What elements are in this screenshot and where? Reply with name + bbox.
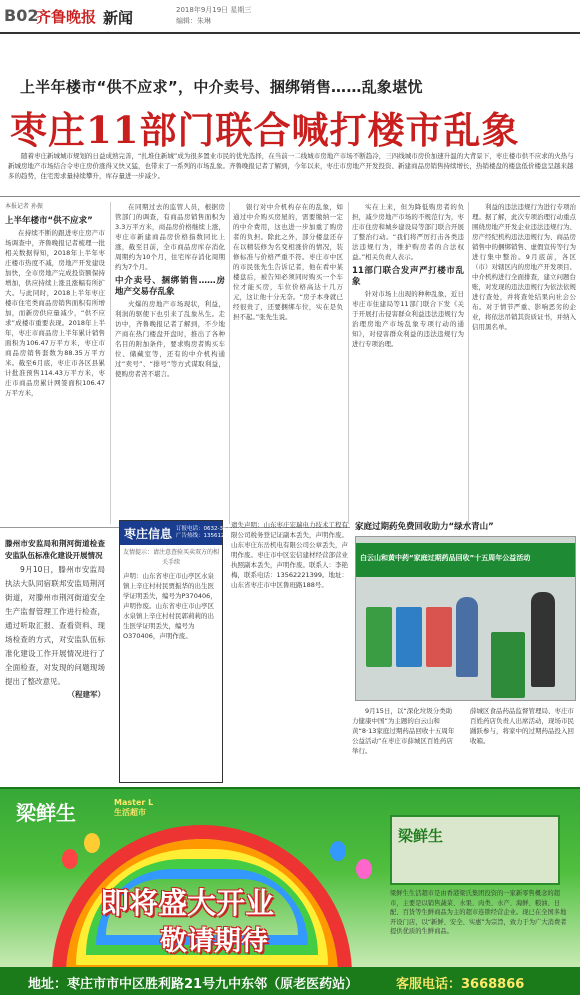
classified-tip: 友情提示：请注意查验买卖双方的相关手续 — [123, 549, 220, 566]
article-lead: 随着枣庄新城城市规划的日益成熟完善，“扎堆住新城”成为很多置业市民的优先选择，在当前一二线城市房地产市场不断趋冷，三四线城市房价加速升温的大背景下，枣庄楼市供不应求的火热与新城房地产市场结合令枣庄房价涨得又快又猛，也带来了一系列的市场乱象。齐鲁晚报记者了解到，今年以来，枣庄市房地产开发投资、新建商品房销售持续增长，热销楼盘的楼盘低价楼盘呈越来越多的趋势，住宅需求量持续攀升，库存量进一步减少。 — [8, 152, 574, 180]
newspaper-logo: 齐鲁晚报 — [36, 8, 97, 26]
ad-slogan-primary: 即将盛大开业 — [100, 886, 275, 920]
page-number: B02 — [4, 6, 39, 25]
column-divider — [110, 202, 111, 524]
paragraph: 针对市场上出现的种种乱象，近日枣庄市住建局等11部门联合下发《关于开展打击侵害群众利益违法违规行为治理房地产市场乱象专项行动的通知》，对侵害群众利益的违法违规行为进行专项治理。 — [352, 290, 464, 348]
editor: 编辑：朱琳 — [176, 17, 211, 25]
section-heading: 11部门联合发声严打楼市乱象 — [352, 266, 464, 287]
photo-story-title: 家庭过期药免费回收助力“绿水青山” — [355, 522, 494, 532]
masthead — [0, 0, 580, 34]
paragraph: 火爆的房地产市场现状，利益，利润的驱使下也引来了乱象丛生。走访中，齐鲁晚报记者了解到，不少地产商在热门楼盘开盘时，推出了各种名目的附加条件，要求购房者购买车位、储藏室等，还有的中介机构通过“卖号”、“排号”等方式谋取利益，使购房者苦不堪言。 — [115, 300, 225, 378]
storefront-photo — [390, 815, 560, 885]
article-column-2 — [115, 202, 225, 524]
photo-caption: 9月15日，以“深化垃圾分类助力健康中国”为主题的白云山和黄“8·13家庭过期药品回收十五周年公益活动”在枣庄市薛城区百姓药店举行。 — [352, 707, 455, 755]
photo-caption-continued: 薛城区食品药品监督管理局、枣庄市百姓药店负责人出席活动，现场市民踊跃参与，将家中的过期药品投入回收箱。 — [470, 707, 574, 745]
event-photo — [355, 536, 576, 701]
store-address: 地址：枣庄市市中区胜利路21号九中东邻（原老医药站） — [28, 977, 359, 992]
recycle-bin — [491, 632, 525, 698]
article-headline: 枣庄11部门联合喊打楼市乱象 — [10, 108, 520, 152]
classified-title: 枣庄信息 — [124, 526, 173, 541]
ad-slogan-secondary: 敬请期待 — [160, 926, 268, 957]
column-divider — [229, 202, 230, 524]
issue-meta — [176, 5, 251, 27]
banner-text: 白云山和黄中药“家庭过期药品回收”十五周年公益活动 — [360, 554, 531, 562]
classified-body — [120, 545, 222, 644]
store-advertisement — [0, 787, 580, 995]
column-divider — [468, 202, 469, 524]
person — [531, 592, 555, 687]
balloon-icon — [330, 841, 346, 861]
balloon-icon — [62, 849, 78, 869]
divider — [0, 196, 580, 197]
brand-english: Master L — [114, 798, 154, 807]
notices-body: 遗失声明：山东枣庄宏瑞电力技术工程有限公司税务登记证副本丢失，声明作废。山东枣庄东岳机电有限公司公章丢失，声明作废。枣庄市中区宏信建材经营部营业执照副本丢失，声明作废。联系人：李艳梅，联系电话：13562221399。地址：山东省枣庄市中区鲁班路188号。 — [231, 521, 348, 589]
section-label: 新闻 — [103, 9, 134, 27]
address-bar — [0, 967, 580, 995]
ad-phone: 广告热线：13561224309 — [176, 533, 243, 539]
section-heading: 中介卖号、捆绑销售……房地产交易存乱象 — [115, 276, 225, 297]
paragraph: 利益的违法违规行为进行专项治理。据了解，此次专项治理行动重点围绕房地产开发企业违法违规行为、房产经纪机构违法违规行为、商品房销售中的捆绑销售、虚假宣传等行为进行集中整治。9月底前，各区（市）对辖区内的房地产开发项目、中介机构进行全面排查，建立问题台账，对发现的违法违规行为依法依规进行查处，并将查处结果向社会公布。对于情节严重、影响恶劣的企业，将依法吊销其资质证书，并纳入信用黑名单。 — [472, 203, 576, 331]
paragraph: 在同期过去的监管人员，根据房管部门的调查，有商品房销售面积为3.3万平方米，商品房价格继续上涨，枣庄市新建商品房价格指数同比上涨，截至目前，全市商品房库存消化周期约为10个月，住宅库存消化周期约为7个月。 — [115, 203, 225, 271]
paragraph: 实在上来，但为降低购房者的负担，减少房地产市场的不规范行为，枣庄市住房和城乡建设局等部门联合开展了整治行动。“我们将严厉打击各类违法违规行为，维护购房者的合法权益。”相关负责人表示。 — [352, 203, 464, 261]
section-heading: 上半年楼市“供不应求” — [5, 216, 93, 226]
brand-type: 生活超市 — [114, 808, 146, 817]
person — [456, 597, 478, 677]
store-sign: 梁鲜生 — [398, 827, 444, 845]
service-phone: 客服电话：3668866 — [396, 977, 525, 992]
store-description: 梁鲜生生活超市是由香港梁氏集团投资的一家新零售概念的超市，主要是以销售蔬菜、水果、肉类、水产、海鲜、粮油、日配、百货等生鲜商品为主的超市连锁经营企业。现已在全国多地开设门店，以“新鲜、安全、实惠”为宗旨，致力于为广大消费者提供优质的生鲜商品。 — [390, 890, 567, 935]
brief-signature: （程建军） — [67, 690, 105, 699]
article-column-4 — [352, 202, 464, 524]
recycle-bin — [396, 607, 422, 667]
recycle-bin — [426, 607, 452, 667]
issue-date: 2018年9月19日 星期三 — [176, 6, 252, 14]
article-subhead: 上半年楼市“供不应求”，中介卖号、捆绑销售……乱象堪忧 — [20, 78, 423, 96]
news-brief — [5, 534, 105, 780]
paragraph: 在持续不断的跟进枣庄房产市场调查中，齐鲁晚报记者梳理一批相关数据得知，2018年上半年枣庄楼市热度不减，房地产开发建设加快，全市房地产完成投资额保持增加，供应持续上涨且涨幅有所扩大。与此同时，2018上半年枣庄楼市住宅类商品房销售面积有所增加，而新房供应量减少，“供不应求”成楼市重要表现。2018年上半年，枣庄市商品房上半年累计销售面积为106.47万平方米，枣庄市商品房销售套数为88.35万平方米。截至6月底，枣庄市各区县累计批准预售114.43万平方米，枣庄市商品房累计网签面积106.47万平方米， — [5, 229, 105, 397]
subscription-phone: 订报电话：0632-3672827 — [176, 526, 244, 532]
article-column-5 — [472, 202, 576, 524]
article-column-3 — [233, 202, 343, 524]
column-divider — [348, 202, 349, 524]
brief-title: 滕州市安监局和荆河街道检查安监队伍标准化建设开展情况 — [5, 539, 105, 560]
balloon-icon — [356, 859, 372, 879]
event-banner — [356, 543, 576, 577]
notices-column — [231, 520, 349, 783]
recycle-bin — [366, 607, 392, 667]
article-column-1 — [5, 202, 105, 524]
paragraph: 银行对中介机构存在的乱象，如通过中介购买房屋的，需要缴纳一定的中介费用，这也进一步加重了购房者的负担。除此之外，部分楼盘还存在以精装修为名变相涨价的情况，装修标准与价格严重不符。枣庄市中区的市民张先生告诉记者，他在看中某楼盘后，被告知必须同时购买一个车位才能买房，车位价格高达十几万元，这让他十分无奈。“房子本身就已经很贵了，还要捆绑车位，实在是负担不起。”张先生说。 — [233, 203, 343, 321]
classified-box — [119, 520, 244, 783]
brand-subtitle — [114, 798, 153, 818]
balloon-icon — [84, 833, 100, 853]
brand-logo: 梁鲜生 — [16, 801, 76, 825]
brief-body: 9月10日，滕州市安监局执法大队同宿联邦安监局荆河街道，对滕州市荆河街道安全生产监督管理工作进行检查，通过听取汇报、查看资料、现场检查的方式，对安监队伍标准化建设工作开展情况进行了全面检查，对发现的问题现场提出了整改意见。 — [5, 565, 105, 686]
byline: 本报记者 孙振 — [5, 203, 43, 210]
classified-notice: 声明：山东省枣庄市山亭区水泉镇上辛庄村村民贾振华的出生医学证明丢失，编号为P370406，声明作废。山东省枣庄市山亭区水泉镇上辛庄村村民郭莉莉的出生医学证明丢失，编号为O370406，声明作废。 — [123, 572, 217, 640]
classified-header — [120, 521, 244, 545]
